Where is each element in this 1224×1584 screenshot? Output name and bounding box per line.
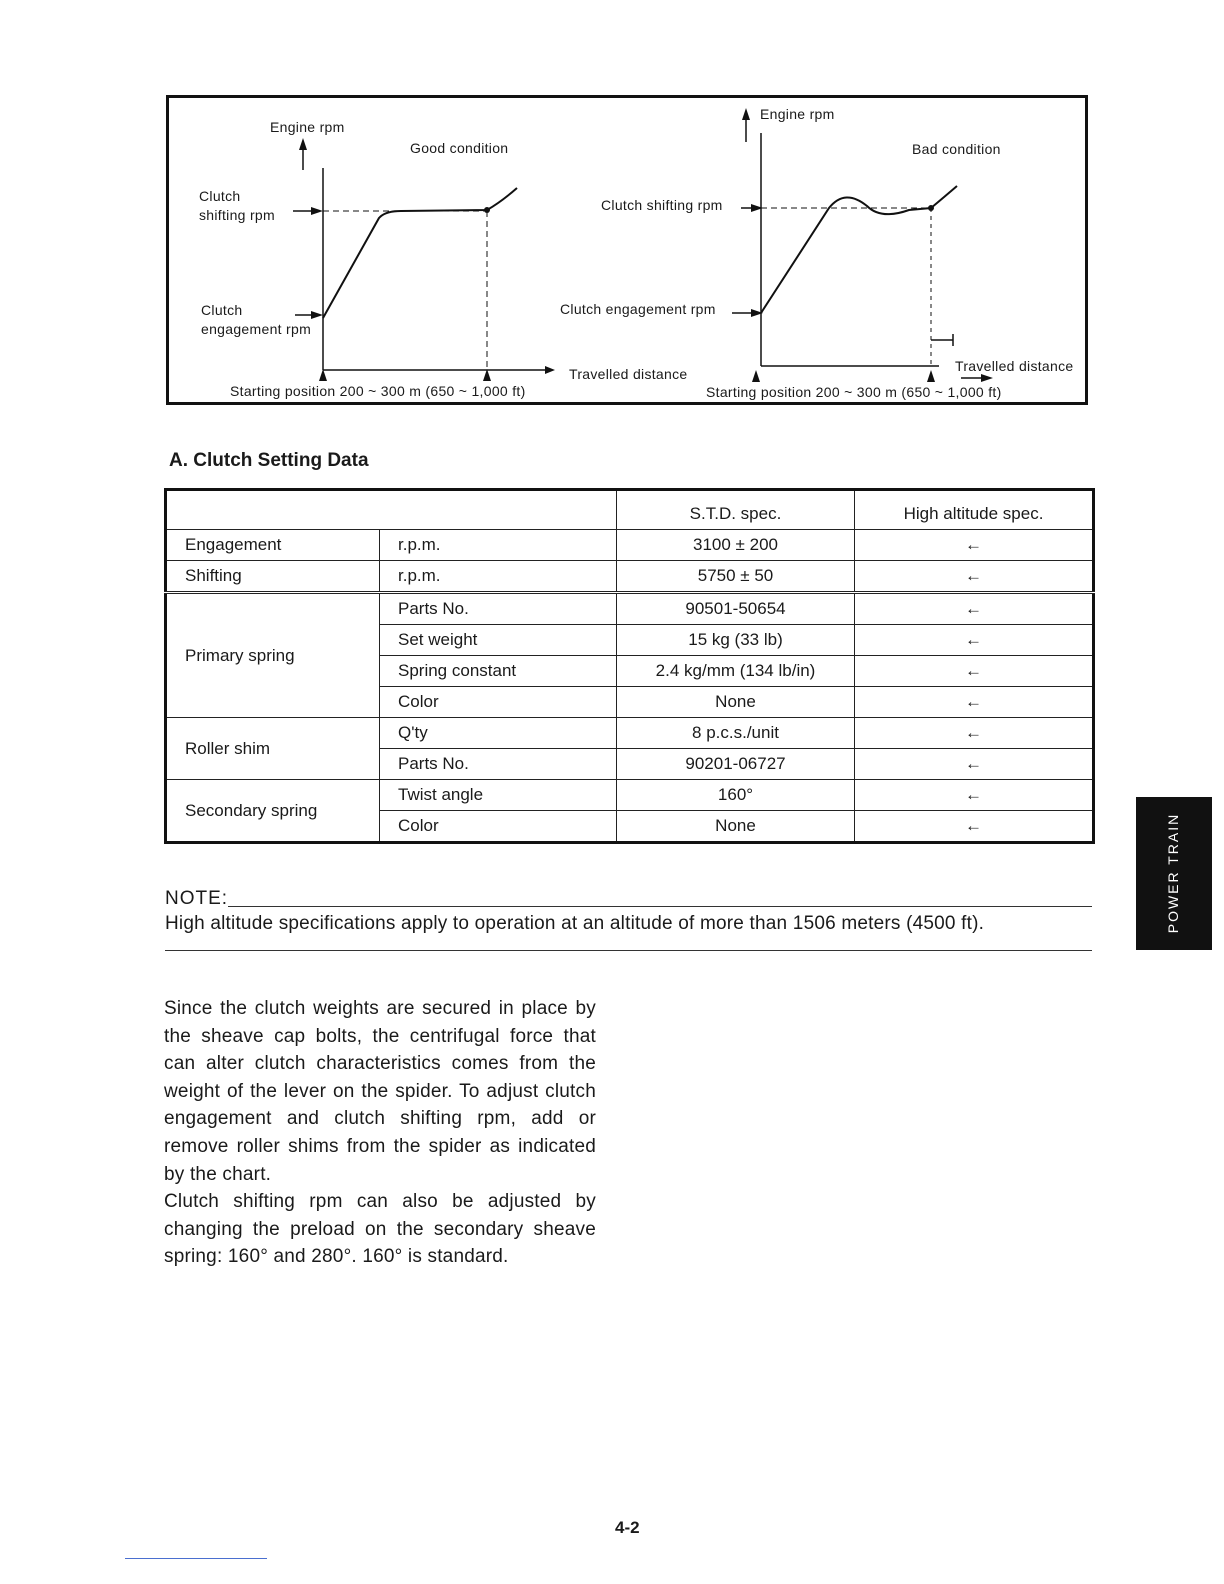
row-std: 3100 ± 200 [617,530,855,561]
travelled-distance-label-left: Travelled distance [569,366,688,382]
clutch-diagram [166,95,1088,405]
row-std: 5750 ± 50 [617,561,855,593]
clutch-setting-table [164,488,1095,844]
row-label: Engagement [166,530,380,561]
row-std: None [617,811,855,843]
row-std: 90201-06727 [617,749,855,780]
clutch-shifting-label-left-2: shifting rpm [199,207,275,223]
row-item: Set weight [380,625,617,656]
starting-position-label-right: Starting position 200 ~ 300 m (650 ~ 1,000 ft) [706,384,1002,400]
footer-line [125,1558,267,1559]
row-std: None [617,687,855,718]
table-row [166,780,1094,811]
row-high: ← [855,561,1094,593]
row-high: ← [855,749,1094,780]
clutch-shifting-label-right: Clutch shifting rpm [601,197,723,213]
row-std: 90501-50654 [617,593,855,625]
table-row [166,718,1094,749]
row-item: Parts No. [380,593,617,625]
row-item: Twist angle [380,780,617,811]
row-high: ← [855,687,1094,718]
header-std: S.T.D. spec. [617,490,855,530]
row-item: Parts No. [380,749,617,780]
body-paragraph-1: Since the clutch weights are secured in place by the sheave cap bolts, the centrifugal force that can alter clutch characteristics comes from the weight of the lever on the spider. To adjust clutch engagement and clutch shifting rpm, add or remove roller shims from the spider as indicated by the chart. [164,998,596,1185]
table-row [166,530,1094,561]
row-high: ← [855,593,1094,625]
group-label: Roller shim [166,718,380,780]
row-std: 2.4 kg/mm (134 lb/in) [617,656,855,687]
row-high: ← [855,530,1094,561]
engine-rpm-label-left: Engine rpm [270,119,345,135]
good-condition-label: Good condition [410,140,509,156]
starting-position-label-left: Starting position 200 ~ 300 m (650 ~ 1,000 ft) [230,383,526,399]
row-std: 8 p.c.s./unit [617,718,855,749]
row-high: ← [855,811,1094,843]
engine-rpm-label-right: Engine rpm [760,106,835,122]
row-item: Q'ty [380,718,617,749]
section-title: A. Clutch Setting Data [169,450,369,471]
row-item: Spring constant [380,656,617,687]
row-unit: r.p.m. [380,561,617,593]
table-header-row [166,490,1094,530]
clutch-engagement-label-right: Clutch engagement rpm [560,301,716,317]
row-high: ← [855,625,1094,656]
body-text [164,995,596,1271]
body-paragraph-2: Clutch shifting rpm can also be adjusted by changing the preload on the secondary sheave spring: 160° and 280°. 160° is standard. [164,1191,596,1268]
group-label: Secondary spring [166,780,380,843]
bad-condition-label: Bad condition [912,141,1001,157]
clutch-shifting-label-left-1: Clutch [199,188,241,204]
row-unit: r.p.m. [380,530,617,561]
note-bottom-divider [165,950,1092,951]
note-divider [228,906,1092,907]
row-high: ← [855,718,1094,749]
group-label: Primary spring [166,593,380,718]
header-high: High altitude spec. [855,490,1094,530]
side-tab-label: POWER TRAIN [1165,812,1181,934]
travelled-distance-label-right: Travelled distance [955,358,1074,374]
page-number: 4-2 [615,1518,640,1537]
table-row [166,561,1094,593]
row-item: Color [380,811,617,843]
clutch-engagement-label-left-2: engagement rpm [201,321,312,337]
row-std: 15 kg (33 lb) [617,625,855,656]
note-heading: NOTE: [165,888,229,909]
header-blank [166,490,617,530]
note-text: High altitude specifications apply to operation at an altitude of more than 1506 meters (4500 ft). [165,913,985,934]
row-item: Color [380,687,617,718]
table-row [166,593,1094,625]
row-std: 160° [617,780,855,811]
row-label: Shifting [166,561,380,593]
row-high: ← [855,780,1094,811]
row-high: ← [855,656,1094,687]
clutch-engagement-label-left-1: Clutch [201,302,243,318]
